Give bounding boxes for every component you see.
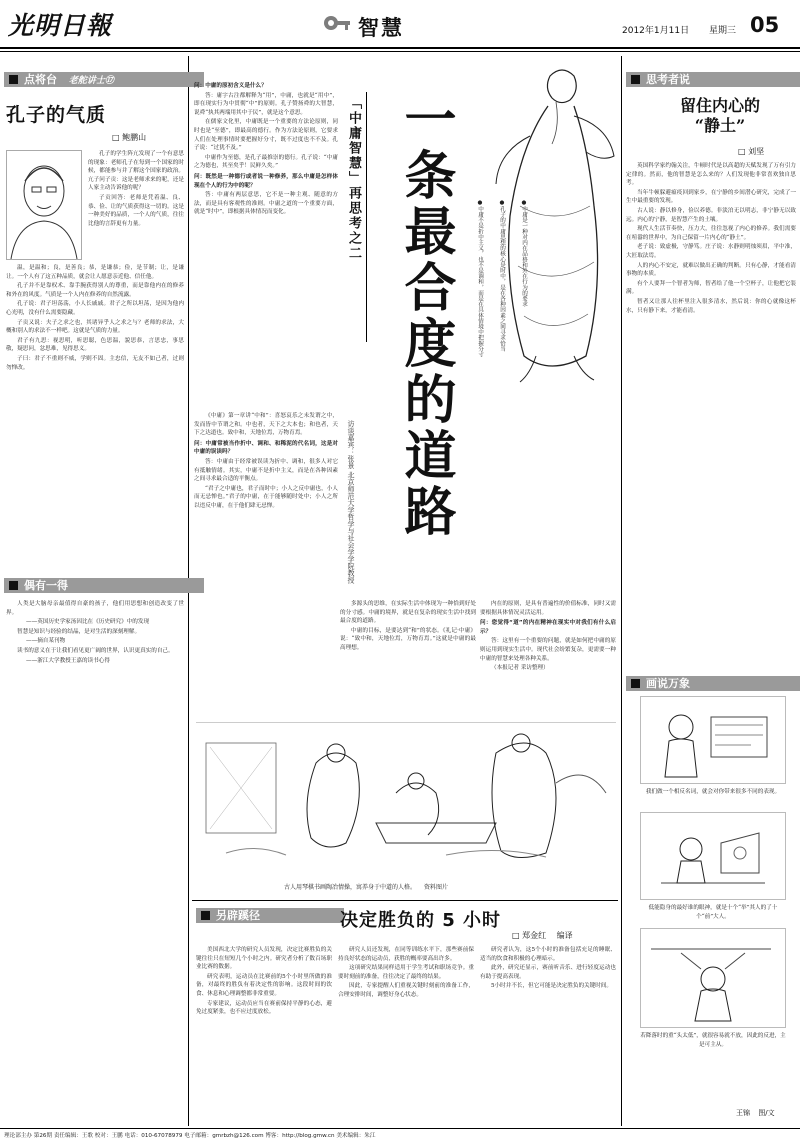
credit-type: 图/文 [758,1109,775,1117]
answer: “君子之中庸也，君子而时中；小人之反中庸也，小人而无忌惮也。”君子的中庸，在于能够随时处中；小人之所以违反中庸，在于他们肆无忌惮。 [194,485,338,509]
paragraph: 孔子说：君子坦荡荡，小人长戚戚。君子之所以坦荡，是因为他内心光明，没有什么需要隐藏。 [6,301,184,316]
article-2-body-a [196,946,332,1124]
author-name: 刘坚 [748,147,765,156]
byline-box-icon: □ [738,147,749,156]
paragraph: 研究人员还发现，在同等训练水平下，那些赛前保持良好状态的运动员，获胜的概率要高出许多。 [338,947,474,962]
scholars-illustration [196,722,616,878]
key-icon [322,8,352,38]
cartoon-credit [736,1108,775,1118]
cartoon-2 [640,812,786,900]
cartoon-3 [640,928,786,1028]
answer: 内在的原则，是具有普遍性的价值标准，同时又需要根据具体情况灵活运用。 [480,601,616,616]
paragraph: 智者又让那人往杯里注入很多清水，然后说：你的心就像这杯水，只有静下来，才能看清。 [626,298,796,314]
article-2-body-c [480,946,616,1124]
answer: 答：庸字古注都解释为“用”，中庸，也就是“用中”，即在现实行为中贯彻“中”的原则。孔子赞扬舜的大智慧，说舜“执其两端用其中于民”，就是这个意思。 [194,92,338,116]
section-bar-huashuowanxiang [626,676,800,691]
byline-2 [512,930,573,941]
paragraph: 人的内心不安定，就难以做出正确的判断。只有心静，才能看清事物的本质。 [626,262,796,278]
series-title-rule [366,92,367,342]
cartoon-1 [640,696,786,784]
paragraph: 孔子并不是靠权术、靠手腕获得别人的尊重，而是靠他内在的修养和外在的风度。气质是一个人内在修养的自然流露。 [6,283,184,298]
paragraph: 5小时并不长，但它可能是决定胜负的关键时间。 [491,983,613,990]
paragraph: 这项研究结果同样适用于学生考试和职场竞争。重要时刻前的准备，往往决定了最终的结果。 [338,965,474,980]
masthead-rule-thin [0,51,800,52]
answer: （本报记者 采访整理） [491,665,549,672]
caption-text: 古人用琴棋书画陶冶情操，寓养身于中道的人格。 [284,884,417,891]
question: 问：既然是一种德行或者说一种修养，那么中庸是怎样体现在个人的行为中的呢？ [194,173,338,189]
paragraph: 读书的意义在于让我们看见更广阔的世界，认识更真实的自己。 [17,647,174,654]
answer: 答：这里有一个重要的问题，就是如何把中庸的原则运用到现实生活中。现代社会纷繁复杂，更需要一种中庸的智慧来处理各种关系。 [480,638,616,662]
section-bar-sub: 老舵讲士⑰ [68,76,114,86]
answer: 答：中庸由于经常被误读为折中、调和，很多人对它有抵触情绪。其实，中庸不是折中主义，而是在各种因素之间寻求最合适的平衡点。 [194,458,338,483]
paragraph: 英国科学家约翰关注，牛顿时代是以高超的天赋发现了万有引力定律的。然而，他的智慧是怎么来的？人们发现他非常喜欢独自思考。 [626,163,796,187]
paragraph: 现代人生活节奏快，压力大，往往忽视了内心的修养。我们需要在喧嚣的世界中，为自己保留一片内心的“静土”。 [626,226,796,241]
author-name: 鲍鹏山 [122,133,147,142]
section-bar-sikaozheshuo [626,72,800,87]
byline-box-icon: □ [512,931,523,940]
section-bar-label: 另辟蹊径 [216,909,260,922]
answer: 中庸的目标，是要达到“和”的状态。《礼记·中庸》说：“致中和，天地位焉，万物育焉。”这就是中庸的最高理想。 [340,627,476,651]
paragraph: 古人说：静以修身，俭以养德。非淡泊无以明志，非宁静无以致远。内心的宁静，是智慧产生的土壤。 [626,207,796,223]
article-body-left [6,264,184,564]
paragraph: 子贡又说：夫子之求之也，其诸异乎人之求之与？老师的求法，大概和别人的求法不一样吧。这就是气质的力量。 [6,319,184,335]
section-bar-label: 偶有一得 [24,579,68,592]
article-title: 孔子的气质 [6,104,107,126]
cartoon-3-caption: 若降落时的重“头太低”，就很容易就不放，因此的反进，主是可主从。 [640,1033,786,1048]
section-bar-label: 点将台 [24,73,57,86]
paragraph: 因此，专家提醒人们重视关键时刻前的准备工作，合理安排时间，调整好身心状态。 [338,983,474,998]
article-body-left-top [88,150,184,260]
paragraph: 君子有九思：视思明，听思聪，色思温，貌思恭，言思忠，事思敬，疑思问，忿思难，见得思义。 [6,337,184,353]
answer: 多源头的思维，在实际生活中体现为一种恰到好处的分寸感。中庸的境界，就是在复杂的现实生活中找到最合度的道路。 [340,601,476,625]
section-bar-ouyouyide [4,578,204,593]
interview-body-c [340,600,476,720]
quote-source: ——浙江大学教授王嘉的读书心得 [26,657,110,664]
paragraph: 孔子的学生阵亢发现了一个有意思的现象：老师孔子在每到一个国家的时候，都能参与并了解这个国家的政治。亢子问子贡：这是老师求来的呢，还是人家主动告诉他的呢？ [88,151,184,192]
paragraph: 当年牛顿躲避瘟疫回到家乡，在宁静的乡间潜心研究，完成了一生中最重要的发现。 [626,189,796,205]
question: 问：中庸的原初含义是什么？ [194,83,267,89]
paragraph: 智慧是知识与经验的结晶，是对生活的深刻理解。 [17,628,141,635]
paragraph: 研究表明，运动员在比赛前的5个小时里所做的准备，对最终的胜负有着决定性的影响。这段时间的饮食、休息和心理调整都非常重要。 [196,973,332,997]
paragraph: 温，是温和；良，是善良；恭，是谦恭；俭，是节制；让，是谦让。一个人有了这五种品质，就会让人愿意亲近他、信任他。 [6,265,184,280]
cartoon-1-caption: 我们做一个相反名词，就会对你带来很多不同的表现。 [645,789,781,795]
section-bar-dianjiangtai [4,72,204,87]
quotes-body [6,600,184,1120]
section-bar-lingpixijing [196,908,344,923]
newspaper-logo: 光明日報 [8,11,113,40]
masthead-rule [0,47,800,49]
sage-illustration [490,56,618,386]
paragraph: 老子说：致虚极，守静笃。庄子说：水静则明烛须眉，平中准，大匠取法焉。 [626,244,796,259]
paragraph: 专家建议，运动员应当在赛前保持平静的心态，避免过度紧张，也不应过度放松。 [196,1000,332,1016]
credit-name: 王锦 [736,1109,750,1117]
section-divider [192,900,618,901]
paragraph: 有个人要拜一个智者为师，智者给了他一个空杯子，让他把它装满。 [626,280,796,296]
caption-credit: 资料图片 [423,884,448,891]
summary-item: ●孔子的中庸思想的核心是时中，是在各种因素之间寻求恰当 [499,200,505,352]
weekday: 星期三 [709,26,737,36]
quote-source: ——摘自某刊物 [26,638,66,645]
paragraph: 此外，研究还显示，赛前听音乐、进行轻度运动也有助于提高表现。 [480,965,616,980]
byline-box-icon: □ [112,133,123,142]
paragraph: 子贡回答：老师是凭着温、良、恭、俭、让的气质获得这一切的。这是一种美好的品质，一个人的气质，往往比他的言辞更有力量。 [88,194,184,227]
quote-source: ——英国历史学家汤因比在《历史研究》中的发现 [26,619,150,626]
headline-2: 决定胜负的 5 小时 [340,910,502,931]
masthead [0,0,800,48]
footer-rule [0,1128,800,1129]
series-title: 「中庸智慧」再思考之二 [346,96,361,261]
paragraph: 子曰：君子不重则不威，学则不固。主忠信，无友不如己者，过则勿惮改。 [6,355,184,371]
question: 问：中庸常被当作折中、调和、和稀泥的代名词，这是对中庸的误读吗？ [194,440,338,456]
title-line-1: 留住内心的 [679,96,760,115]
interview-body-a [194,80,338,410]
article-author [112,132,146,143]
right-article-body [626,162,796,666]
interview-guest: 访谈嘉宾：张景 北京师范大学哲学与社会学学院教授 [347,420,355,584]
section-bar-label: 思考者说 [646,73,690,86]
answer: 答：中庸有两层意思，它不是一种主观、随意的方法，而是具有客观性的准则。中庸之道的一个重要方面，就是“时中”，即根据具体情况而变化。 [194,192,338,216]
paragraph: 研究者认为，这5个小时的准备包括充足的睡眠、适当的饮食和积极的心理暗示。 [480,947,616,962]
summary-item: ●中庸是一种对内在品格和外在行为的要求 [521,200,527,307]
question: 问：您觉得“道”的内在精神在现实中对我们有什么启示？ [480,620,616,635]
byline-role: 编译 [556,931,573,940]
section-bar-label: 画说万象 [646,677,690,690]
answer: 中庸作为至德，是孔子最推崇的德行。孔子说：“中庸之为德也，其至矣乎！民鲜久矣。” [194,154,338,170]
right-article-title [650,96,790,136]
byline-name: 郑金红 [522,931,547,940]
illustration-caption [284,882,448,891]
answer: 《中庸》第一章讲“中和”：喜怒哀乐之未发谓之中，发而皆中节谓之和。中也者，天下之大本也；和也者，天下之达道也。致中和，天地位焉，万物育焉。 [194,413,338,437]
paragraph: 美国西北大学的研究人员发现，决定比赛胜负的关键往往只在短短几个小时之内。研究者分析了数百场职业比赛的数据。 [196,947,332,971]
cartoon-2-caption: 低能隐身的最好谁的眼神，就是十个“举”其人的了十个“前”大人。 [648,905,778,920]
interview-body-b [194,412,338,722]
right-article-author [738,146,764,157]
section-title: 智慧 [358,16,404,40]
column-rule [621,56,622,1126]
summary-item: ●中庸不是折中主义，也不是调和，而是在具体情境中把握分寸 [477,200,483,358]
footer-info: 理论部主办 第26期 责任编辑：王歌 校对：王鹏 电话：010-67078979 电子邮箱：gmrbzh@126.com 博客：http://blog.gmw.cn 美术编辑：朱江 [4,1133,376,1139]
issue-date: 2012年1月11日 [622,26,690,36]
interview-body-d [480,600,616,720]
title-line-2: “静土” [694,116,746,135]
answer: 在儒家文化里，中庸既是一个重要的方法论原则，同时也是“至德”，即最高的德行。作为方法论原则，它要求人们在处理事情时要把握好分寸，既不过度也不不及。孔子说：“过犹不及。” [194,119,338,152]
page-number: 05 [750,13,780,37]
paragraph: 人类是大脑母亲最值得自豪的孩子，他们用思想和创造改变了世界。 [6,601,184,616]
main-headline: 一条最合度的道路 [395,92,456,540]
author-portrait [6,150,82,260]
article-2-body-b [338,946,474,1124]
